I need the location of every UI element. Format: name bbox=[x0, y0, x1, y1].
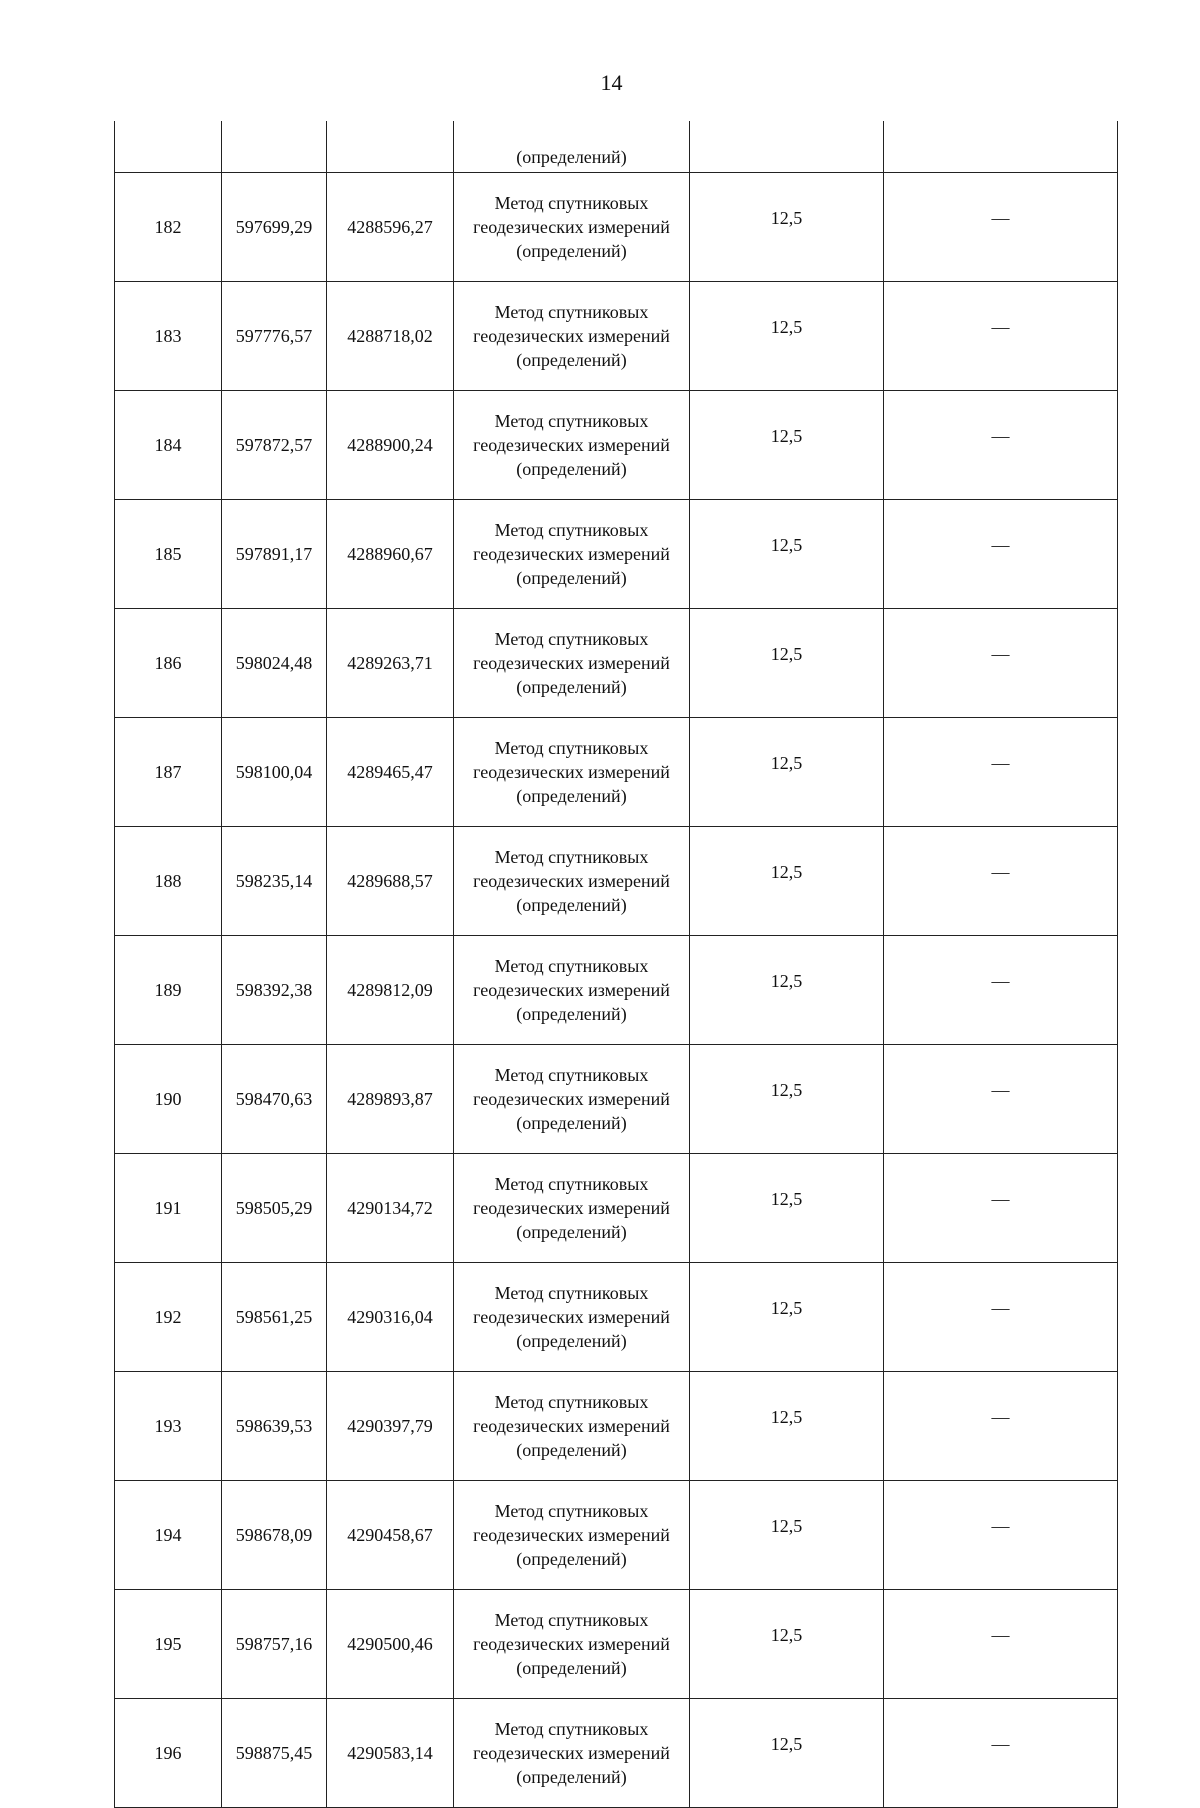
method-line: (определений) bbox=[516, 786, 627, 806]
accuracy-cell: 12,5 bbox=[690, 1154, 884, 1263]
y-cell: 4289893,87 bbox=[327, 1045, 454, 1154]
method-line: Метод спутниковых bbox=[494, 738, 649, 758]
point-cell: 185 bbox=[115, 500, 222, 609]
table-row bbox=[115, 391, 1118, 500]
x-cell: 597699,29 bbox=[222, 173, 327, 282]
x-cell: 597872,57 bbox=[222, 391, 327, 500]
method-line: Метод спутниковых bbox=[494, 1501, 649, 1521]
method-line: (определений) bbox=[516, 241, 627, 261]
accuracy-cell: 12,5 bbox=[690, 1263, 884, 1372]
accuracy-cell: 12,5 bbox=[690, 1481, 884, 1590]
description-cell: — bbox=[884, 609, 1118, 718]
x-cell: 598875,45 bbox=[222, 1699, 327, 1808]
accuracy-cell: 12,5 bbox=[690, 827, 884, 936]
table-row bbox=[115, 1372, 1118, 1481]
y-cell bbox=[327, 121, 454, 173]
method-cell bbox=[454, 282, 690, 391]
method-line: геодезических измерений bbox=[473, 326, 670, 346]
table-body bbox=[115, 121, 1118, 1808]
x-cell bbox=[222, 121, 327, 173]
method-line: Метод спутниковых bbox=[494, 1174, 649, 1194]
description-cell: — bbox=[884, 827, 1118, 936]
accuracy-cell bbox=[690, 121, 884, 173]
table-row bbox=[115, 609, 1118, 718]
table-row bbox=[115, 1699, 1118, 1808]
method-line: Метод спутниковых bbox=[494, 1283, 649, 1303]
table-row bbox=[115, 1263, 1118, 1372]
description-cell: — bbox=[884, 391, 1118, 500]
point-cell: 183 bbox=[115, 282, 222, 391]
description-cell: — bbox=[884, 718, 1118, 827]
method-line: (определений) bbox=[516, 677, 627, 697]
method-cell bbox=[454, 1045, 690, 1154]
page-number: 14 bbox=[600, 70, 623, 95]
method-line: геодезических измерений bbox=[473, 217, 670, 237]
table-row bbox=[115, 1154, 1118, 1263]
description-cell: — bbox=[884, 282, 1118, 391]
x-cell: 598392,38 bbox=[222, 936, 327, 1045]
method-line: геодезических измерений bbox=[473, 1634, 670, 1654]
accuracy-cell: 12,5 bbox=[690, 1372, 884, 1481]
method-cell bbox=[454, 827, 690, 936]
point-cell: 189 bbox=[115, 936, 222, 1045]
method-line: (определений) bbox=[516, 1440, 627, 1460]
y-cell: 4289263,71 bbox=[327, 609, 454, 718]
method-line: Метод спутниковых bbox=[494, 1065, 649, 1085]
x-cell: 597891,17 bbox=[222, 500, 327, 609]
method-line: Метод спутниковых bbox=[494, 193, 649, 213]
x-cell: 598024,48 bbox=[222, 609, 327, 718]
method-line: (определений) bbox=[516, 459, 627, 479]
method-cell bbox=[454, 609, 690, 718]
method-line: Метод спутниковых bbox=[494, 956, 649, 976]
accuracy-cell: 12,5 bbox=[690, 391, 884, 500]
method-cell bbox=[454, 391, 690, 500]
accuracy-cell: 12,5 bbox=[690, 173, 884, 282]
method-line: геодезических измерений bbox=[473, 871, 670, 891]
method-line: геодезических измерений bbox=[473, 762, 670, 782]
x-cell: 598561,25 bbox=[222, 1263, 327, 1372]
table-row bbox=[115, 936, 1118, 1045]
description-cell: — bbox=[884, 1263, 1118, 1372]
x-cell: 598100,04 bbox=[222, 718, 327, 827]
point-cell: 191 bbox=[115, 1154, 222, 1263]
description-cell: — bbox=[884, 1481, 1118, 1590]
table-row bbox=[115, 1590, 1118, 1699]
accuracy-cell: 12,5 bbox=[690, 1699, 884, 1808]
y-cell: 4289688,57 bbox=[327, 827, 454, 936]
point-cell: 188 bbox=[115, 827, 222, 936]
method-line: (определений) bbox=[516, 350, 627, 370]
method-line: геодезических измерений bbox=[473, 1198, 670, 1218]
method-line: (определений) bbox=[516, 1004, 627, 1024]
method-line: (определений) bbox=[516, 1767, 627, 1787]
y-cell: 4290316,04 bbox=[327, 1263, 454, 1372]
point-cell: 196 bbox=[115, 1699, 222, 1808]
method-line: (определений) bbox=[516, 895, 627, 915]
y-cell: 4289465,47 bbox=[327, 718, 454, 827]
method-line: геодезических измерений bbox=[473, 1525, 670, 1545]
method-cell bbox=[454, 173, 690, 282]
method-cell bbox=[454, 936, 690, 1045]
method-line: Метод спутниковых bbox=[494, 1610, 649, 1630]
method-line: Метод спутниковых bbox=[494, 1719, 649, 1739]
y-cell: 4290397,79 bbox=[327, 1372, 454, 1481]
method-cell bbox=[454, 1699, 690, 1808]
method-cell bbox=[454, 1590, 690, 1699]
method-line: геодезических измерений bbox=[473, 1307, 670, 1327]
method-line: (определений) bbox=[516, 1658, 627, 1678]
method-line: Метод спутниковых bbox=[494, 302, 649, 322]
x-cell: 598678,09 bbox=[222, 1481, 327, 1590]
table-row bbox=[115, 827, 1118, 936]
y-cell: 4288960,67 bbox=[327, 500, 454, 609]
x-cell: 598505,29 bbox=[222, 1154, 327, 1263]
description-cell: — bbox=[884, 1154, 1118, 1263]
method-cell bbox=[454, 718, 690, 827]
point-cell: 187 bbox=[115, 718, 222, 827]
method-line: геодезических измерений bbox=[473, 653, 670, 673]
y-cell: 4290500,46 bbox=[327, 1590, 454, 1699]
point-cell: 186 bbox=[115, 609, 222, 718]
accuracy-cell: 12,5 bbox=[690, 500, 884, 609]
method-line: Метод спутниковых bbox=[494, 1392, 649, 1412]
method-cell bbox=[454, 1263, 690, 1372]
y-cell: 4288718,02 bbox=[327, 282, 454, 391]
continuation-row bbox=[115, 121, 1118, 173]
x-cell: 598757,16 bbox=[222, 1590, 327, 1699]
description-cell: — bbox=[884, 173, 1118, 282]
method-line: (определений) bbox=[516, 568, 627, 588]
point-cell: 192 bbox=[115, 1263, 222, 1372]
method-line: Метод спутниковых bbox=[494, 520, 649, 540]
method-line: (определений) bbox=[516, 1113, 627, 1133]
method-line: геодезических измерений bbox=[473, 1743, 670, 1763]
method-line: геодезических измерений bbox=[473, 1089, 670, 1109]
table-row bbox=[115, 173, 1118, 282]
description-cell: — bbox=[884, 1590, 1118, 1699]
description-cell: — bbox=[884, 1372, 1118, 1481]
y-cell: 4290458,67 bbox=[327, 1481, 454, 1590]
point-cell: 184 bbox=[115, 391, 222, 500]
point-cell bbox=[115, 121, 222, 173]
table-row bbox=[115, 1045, 1118, 1154]
accuracy-cell: 12,5 bbox=[690, 282, 884, 391]
method-cell bbox=[454, 1372, 690, 1481]
point-cell: 193 bbox=[115, 1372, 222, 1481]
method-cell: (определений) bbox=[454, 121, 690, 173]
x-cell: 598235,14 bbox=[222, 827, 327, 936]
y-cell: 4289812,09 bbox=[327, 936, 454, 1045]
y-cell: 4290583,14 bbox=[327, 1699, 454, 1808]
point-cell: 182 bbox=[115, 173, 222, 282]
table-row bbox=[115, 500, 1118, 609]
method-cell bbox=[454, 1481, 690, 1590]
accuracy-cell: 12,5 bbox=[690, 936, 884, 1045]
y-cell: 4288596,27 bbox=[327, 173, 454, 282]
method-line: (определений) bbox=[516, 1549, 627, 1569]
method-line: геодезических измерений bbox=[473, 544, 670, 564]
point-cell: 195 bbox=[115, 1590, 222, 1699]
method-line: Метод спутниковых bbox=[494, 629, 649, 649]
x-cell: 598639,53 bbox=[222, 1372, 327, 1481]
y-cell: 4288900,24 bbox=[327, 391, 454, 500]
description-cell bbox=[884, 121, 1118, 173]
description-cell: — bbox=[884, 1045, 1118, 1154]
x-cell: 598470,63 bbox=[222, 1045, 327, 1154]
method-line: геодезических измерений bbox=[473, 980, 670, 1000]
method-line: Метод спутниковых bbox=[494, 847, 649, 867]
accuracy-cell: 12,5 bbox=[690, 609, 884, 718]
method-cell bbox=[454, 500, 690, 609]
table-row bbox=[115, 282, 1118, 391]
x-cell: 597776,57 bbox=[222, 282, 327, 391]
table-row bbox=[115, 718, 1118, 827]
method-line: (определений) bbox=[516, 1222, 627, 1242]
description-cell: — bbox=[884, 1699, 1118, 1808]
accuracy-cell: 12,5 bbox=[690, 718, 884, 827]
accuracy-cell: 12,5 bbox=[690, 1590, 884, 1699]
method-line: геодезических измерений bbox=[473, 1416, 670, 1436]
point-cell: 190 bbox=[115, 1045, 222, 1154]
method-line: (определений) bbox=[516, 1331, 627, 1351]
table-row bbox=[115, 1481, 1118, 1590]
coordinates-table bbox=[114, 121, 1118, 1808]
method-cell bbox=[454, 1154, 690, 1263]
description-cell: — bbox=[884, 936, 1118, 1045]
y-cell: 4290134,72 bbox=[327, 1154, 454, 1263]
description-cell: — bbox=[884, 500, 1118, 609]
method-line: геодезических измерений bbox=[473, 435, 670, 455]
accuracy-cell: 12,5 bbox=[690, 1045, 884, 1154]
point-cell: 194 bbox=[115, 1481, 222, 1590]
method-line: Метод спутниковых bbox=[494, 411, 649, 431]
